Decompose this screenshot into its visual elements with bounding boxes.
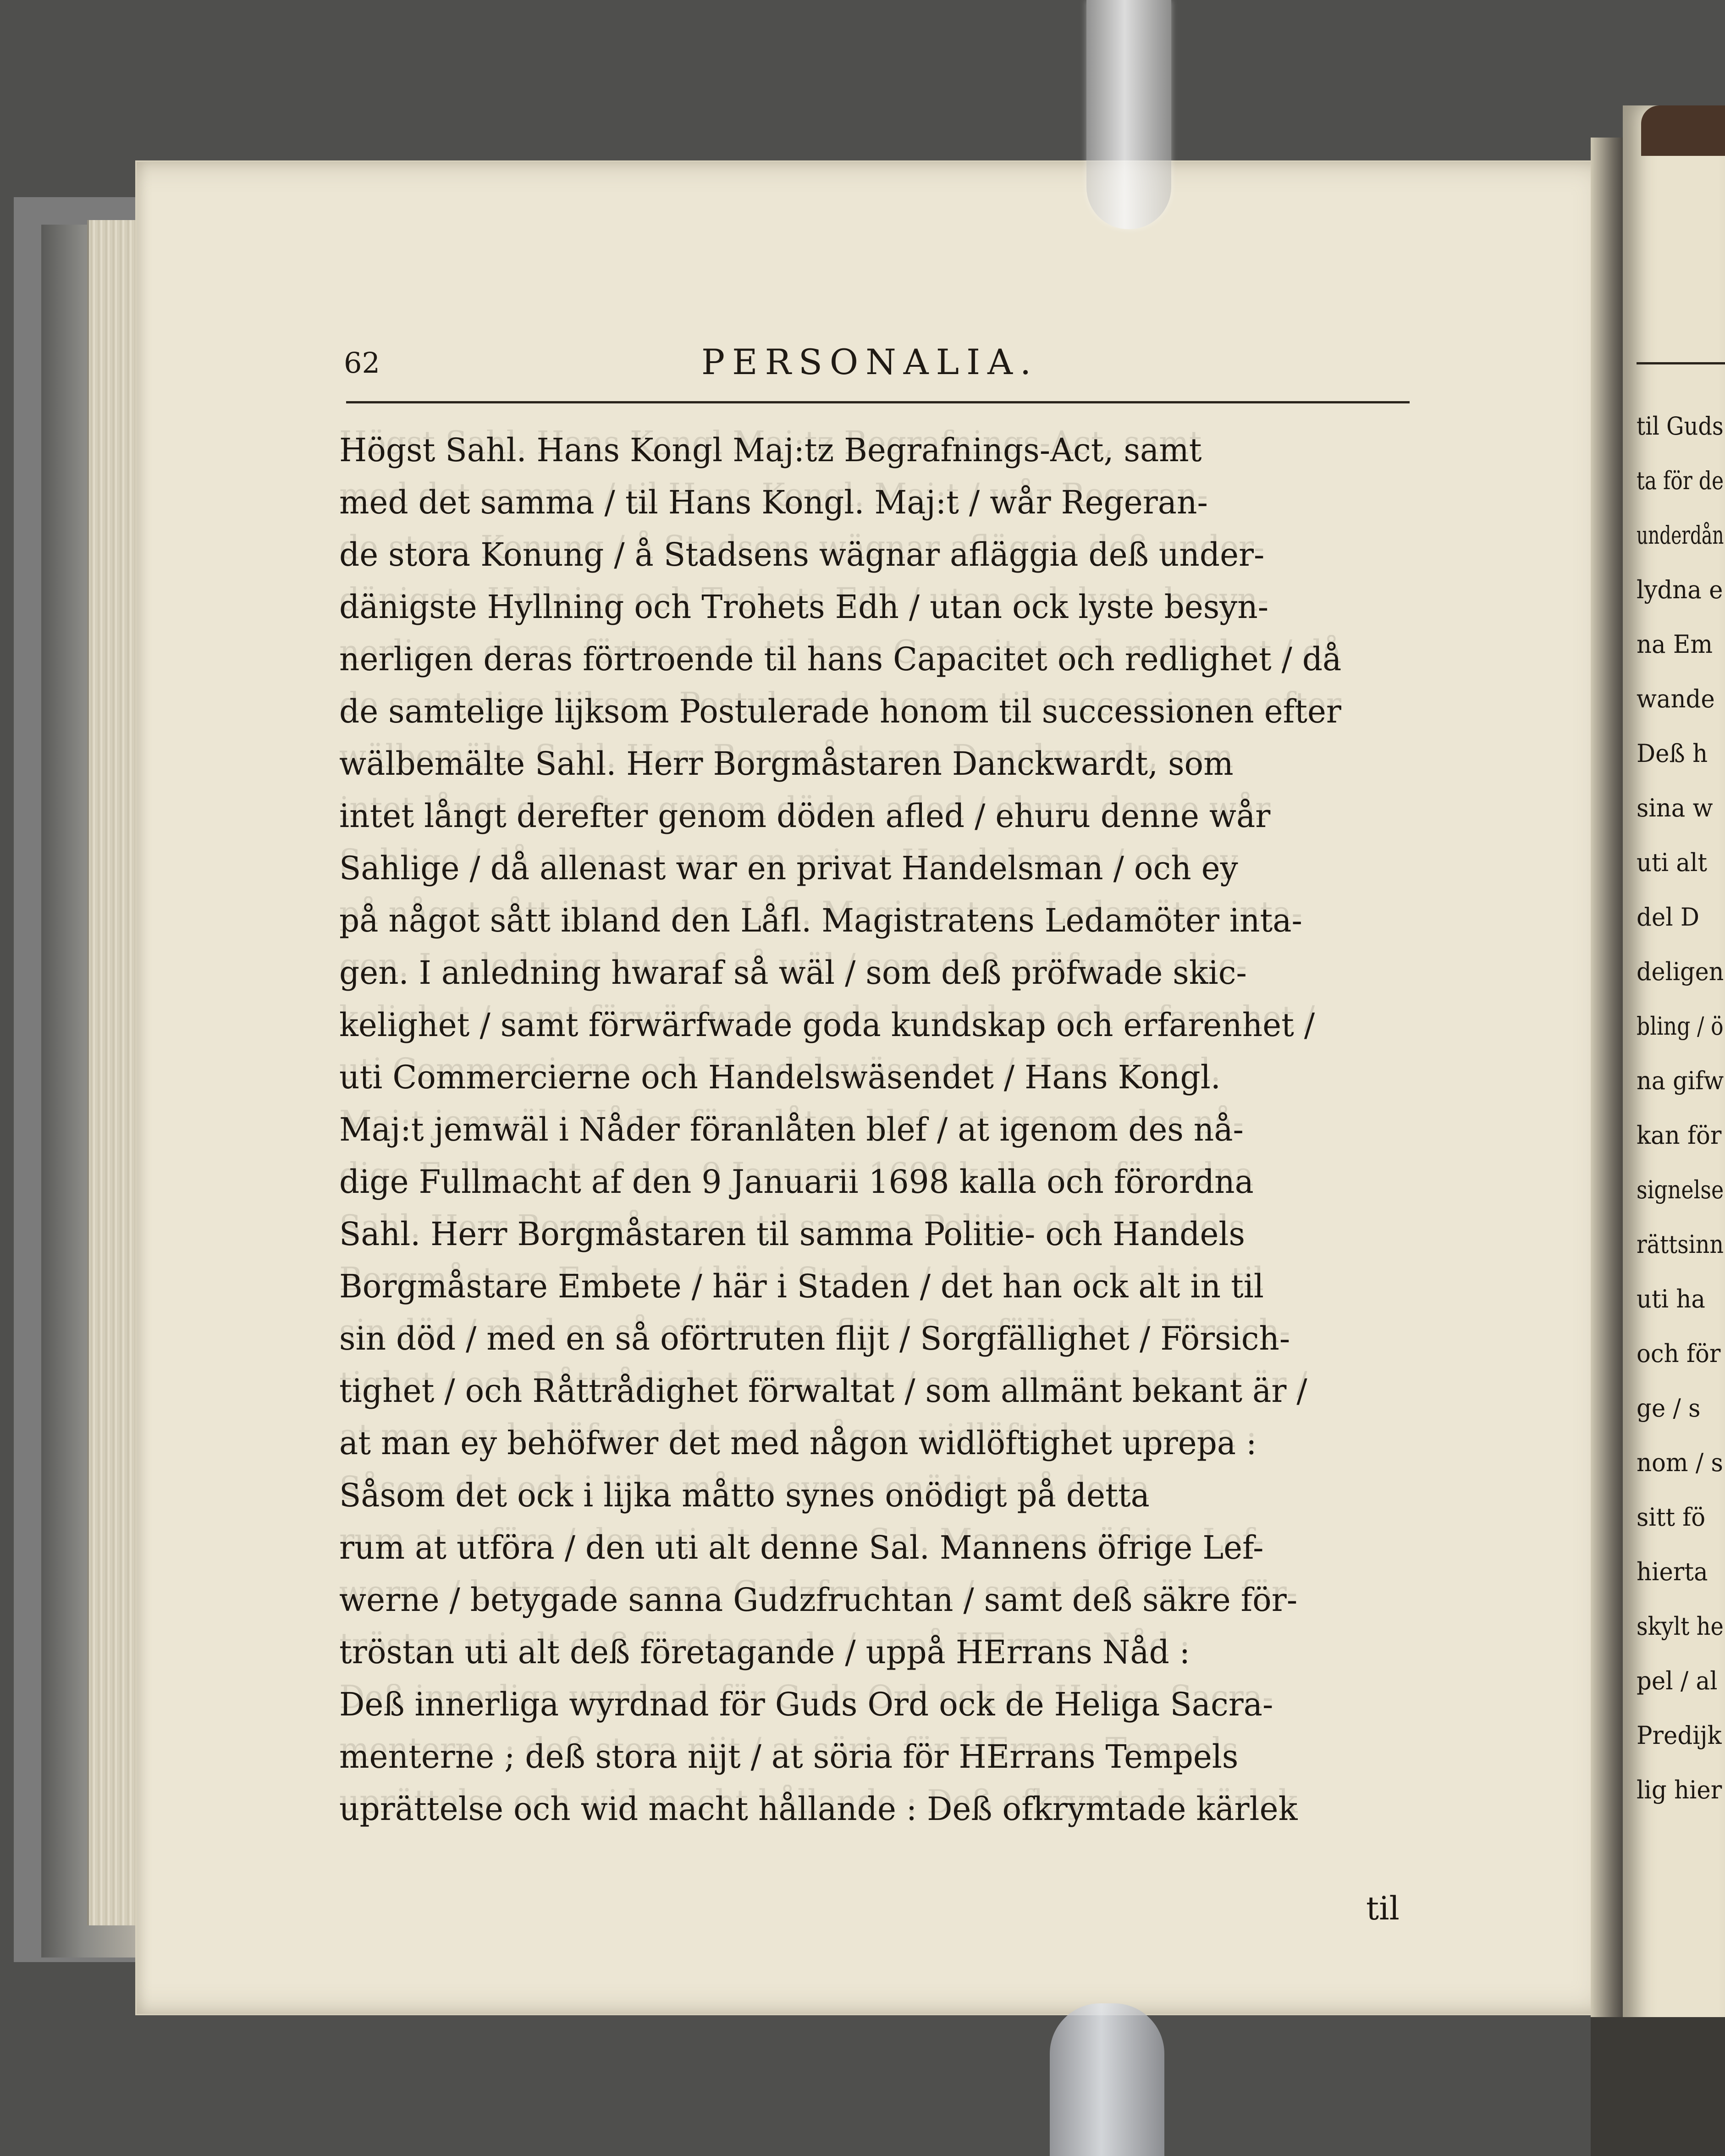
text-line: uti Commercierne och Handelswäsendet / Hans Kongl. xyxy=(339,1059,1221,1096)
facing-page-line: lig hier xyxy=(1637,1776,1722,1804)
text-line: Maj:t jemwäl i Nåder föranlåten blef / at igenom des nå- xyxy=(339,1111,1244,1148)
text-line: dige Fullmacht af den 9 Januarii 1698 kalla och förordna xyxy=(339,1163,1254,1201)
text-line: tröstan uti alt deß företagande / uppå HErrans Nåd : xyxy=(339,1633,1190,1671)
facing-page-line: Deß h xyxy=(1637,739,1708,768)
text-line: de stora Konung / å Stadsens wägnar afläggia deß under- xyxy=(339,536,1265,573)
catchword: til xyxy=(1366,1890,1400,1927)
text-line: kelighet / samt förwärfwade goda kundskap och erfarenhet / xyxy=(339,1006,1315,1044)
text-line: uprättelse och wid macht hållande : Deß ofkrymtade kärlek xyxy=(339,1790,1298,1828)
facing-page-line: deligen xyxy=(1637,957,1724,986)
facing-page-line: pel / al xyxy=(1637,1666,1718,1695)
text-line: wälbemälte Sahl. Herr Borgmåstaren Danckwardt, som xyxy=(339,745,1234,783)
text-line: sin död / med en så oförtruten flijt / Sorgfällighet / Försich- xyxy=(339,1320,1290,1357)
facing-page-line: bling / ö xyxy=(1637,1012,1724,1041)
facing-page-line: rättsinn xyxy=(1637,1230,1724,1259)
cover-leather-bottom xyxy=(1591,2017,1725,2156)
page-clip-bottom xyxy=(1050,2003,1164,2156)
facing-page-line: underdån xyxy=(1637,521,1724,550)
facing-page-line: ta för de xyxy=(1637,466,1724,495)
facing-page-line: na gifw xyxy=(1637,1066,1724,1095)
facing-page-line: uti ha xyxy=(1637,1285,1705,1313)
facing-page xyxy=(1623,105,1725,2156)
facing-page-rule xyxy=(1637,362,1725,364)
text-line: at man ey behöfwer det med någon widlöftighet uprepa : xyxy=(339,1424,1257,1462)
facing-page-line: skylt he xyxy=(1637,1612,1724,1641)
text-line: Deß innerliga wyrdnad för Guds Ord ock de Heliga Sacra- xyxy=(339,1686,1273,1723)
text-line: på något sått ibland den Låfl. Magistratens Ledamöter inta- xyxy=(339,902,1302,939)
text-line: nerligen deras förtroende til hans Capacitet och redlighet / då xyxy=(339,640,1342,678)
facing-page-line: kan för xyxy=(1637,1121,1722,1150)
text-line: Borgmåstare Embete / här i Staden / det han ock alt in til xyxy=(339,1268,1264,1305)
facing-page-line: sina w xyxy=(1637,794,1713,822)
text-line: gen. I anledning hwaraf så wäl / som deß pröfwade skic- xyxy=(339,954,1247,992)
facing-page-line: ge / s xyxy=(1637,1394,1701,1423)
body-text xyxy=(339,424,1439,1835)
facing-page-line: na Em xyxy=(1637,630,1713,659)
text-line: werne / betygade sanna Gudzfruchtan / samt deß säkre för- xyxy=(339,1581,1298,1619)
page-clip-top xyxy=(1086,0,1171,229)
text-line: med det samma / til Hans Kongl. Maj:t / wår Regeran- xyxy=(339,484,1208,521)
text-line: de samtelige lijksom Postulerade honom til successionen efter xyxy=(339,693,1341,730)
facing-page-line: lydna e xyxy=(1637,575,1723,604)
text-line: dänigste Hyllning och Trohets Edh / utan ock lyste besyn- xyxy=(339,588,1269,626)
text-line: rum at utföra / den uti alt denne Sal. Mannens öfrige Lef- xyxy=(339,1529,1264,1566)
facing-page-line: del D xyxy=(1637,903,1700,932)
facing-page-line: nom / s xyxy=(1637,1448,1723,1477)
facing-page-line: til Guds xyxy=(1637,412,1724,441)
text-line: Sahl. Herr Borgmåstaren til samma Politie- och Handels xyxy=(339,1215,1245,1253)
text-line: tighet / och Råttrådighet förwaltat / som allmänt bekant är / xyxy=(339,1372,1307,1410)
text-line: Såsom det ock i lijka måtto synes onödigt på detta xyxy=(339,1477,1150,1514)
facing-page-line: Predijk xyxy=(1637,1721,1722,1750)
cover-leather-top xyxy=(1641,105,1725,156)
page-header xyxy=(344,342,1421,392)
facing-page-line: hierta xyxy=(1637,1557,1708,1586)
header-rule xyxy=(346,401,1410,403)
page-number: 62 xyxy=(344,346,380,380)
facing-page-text xyxy=(1637,399,1725,1817)
text-line: intet långt derefter genom döden afled / ehuru denne wår xyxy=(339,797,1271,835)
facing-page-line: och för xyxy=(1637,1339,1721,1368)
facing-page-line: sitt fö xyxy=(1637,1503,1706,1532)
facing-page-line: signelse xyxy=(1637,1175,1724,1204)
running-title: PERSONALIA. xyxy=(701,342,1039,382)
facing-page-line: wande xyxy=(1637,684,1715,713)
text-line: Högst Sahl. Hans Kongl Maj:tz Begrafnings-Act, samt xyxy=(339,431,1202,469)
facing-page-line: uti alt xyxy=(1637,848,1707,877)
text-line: Sahlige / då allenast war en privat Handelsman / och ey xyxy=(339,849,1238,887)
text-line: menterne ; deß stora nijt / at söria för HErrans Tempels xyxy=(339,1738,1239,1776)
